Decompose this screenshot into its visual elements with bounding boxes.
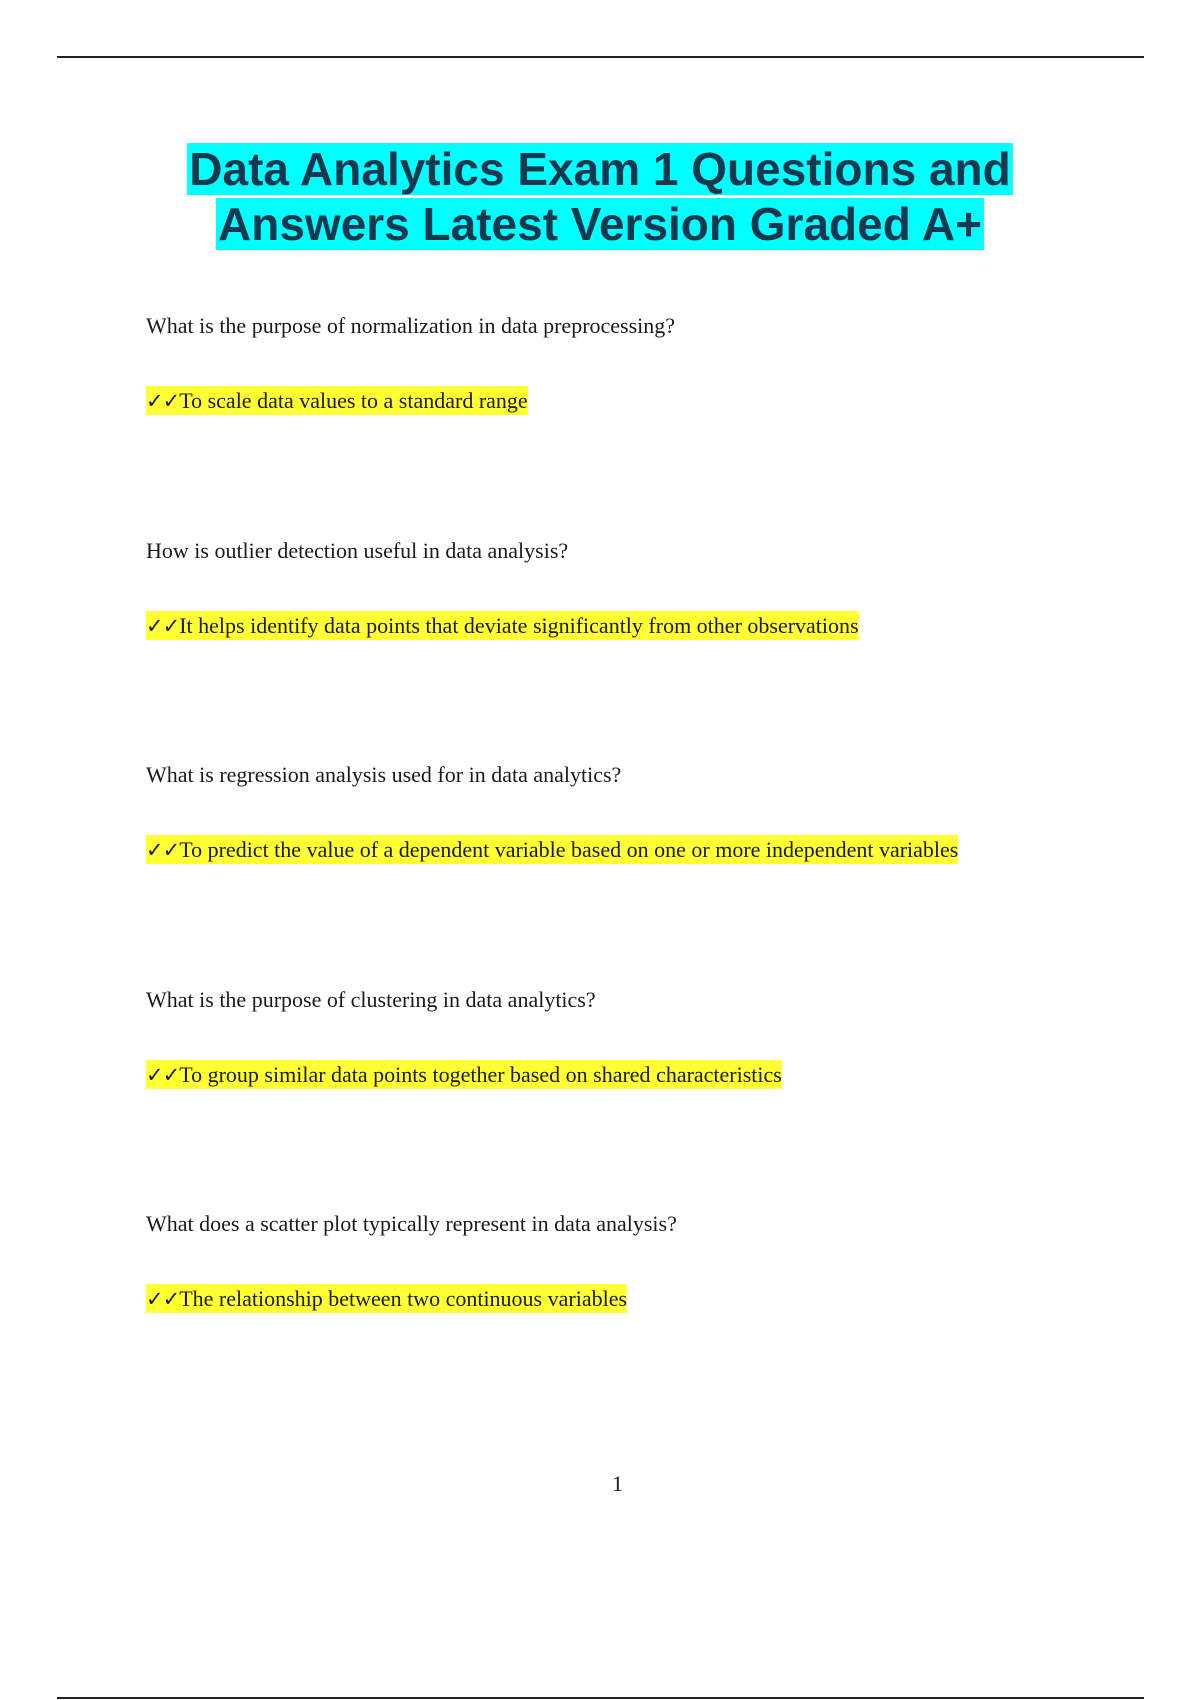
qa-item-3: [146, 761, 1106, 862]
qa-item-4: [146, 986, 1106, 1087]
document-title: [0, 142, 1200, 252]
title-line-2: Answers Latest Version Graded A+: [218, 198, 982, 250]
answer-text: [146, 1284, 627, 1314]
answer-text: [146, 835, 958, 865]
check-icon: ✓✓: [146, 1287, 180, 1311]
question-text: What is the purpose of normalization in data preprocessing?: [146, 313, 676, 338]
answer-text: [146, 1060, 782, 1090]
question-text: What is regression analysis used for in data analytics?: [146, 762, 622, 787]
answer-label: To predict the value of a dependent variable based on one or more independent variables: [179, 837, 959, 862]
check-icon: ✓✓: [146, 389, 180, 413]
answer-text: [146, 611, 859, 641]
title-line-1: Data Analytics Exam 1 Questions and: [189, 143, 1011, 195]
answer-label: To scale data values to a standard range: [179, 388, 528, 413]
qa-item-5: [146, 1210, 1106, 1311]
answer-label: The relationship between two continuous variables: [179, 1286, 628, 1311]
answer-label: It helps identify data points that deviate significantly from other observations: [179, 613, 859, 638]
answer-label: To group similar data points together based on shared characteristics: [179, 1062, 782, 1087]
page-number: 1: [612, 1471, 623, 1496]
top-rule: [57, 56, 1144, 58]
question-text: How is outlier detection useful in data analysis?: [146, 538, 569, 563]
answer-text: [146, 386, 528, 416]
qa-item-1: [146, 312, 1106, 413]
bottom-rule: [57, 1697, 1144, 1699]
question-text: What is the purpose of clustering in data analytics?: [146, 987, 596, 1012]
check-icon: ✓✓: [146, 838, 180, 862]
check-icon: ✓✓: [146, 1063, 180, 1087]
question-text: What does a scatter plot typically represent in data analysis?: [146, 1211, 677, 1236]
check-icon: ✓✓: [146, 614, 180, 638]
qa-item-2: [146, 537, 1106, 638]
